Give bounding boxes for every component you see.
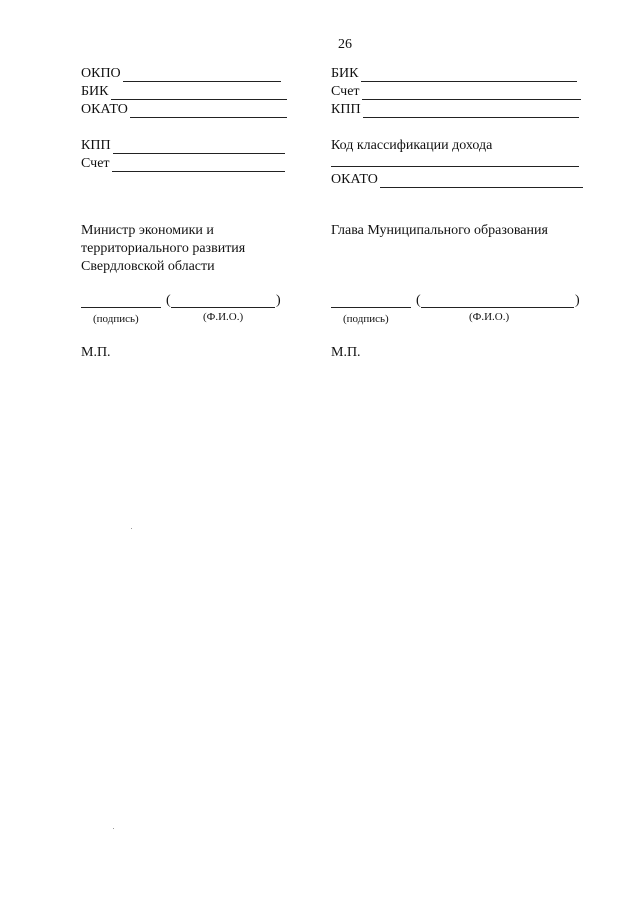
field-bik-right-line[interactable] [361, 69, 578, 82]
right-fio-open-paren: ( [416, 293, 421, 308]
field-kpp-left-label: КПП [81, 138, 111, 153]
scan-speck [131, 528, 132, 529]
left-signature-caption: (подпись) [93, 313, 139, 325]
field-bik-left [81, 84, 287, 100]
right-fio-close-paren: ) [575, 293, 580, 308]
left-signature-line[interactable] [81, 307, 161, 308]
field-account-left-label: Счет [81, 156, 110, 171]
field-okpo [81, 66, 281, 82]
field-bik-right [331, 66, 577, 82]
right-signature-line[interactable] [331, 307, 411, 308]
right-fio-line[interactable] [421, 307, 574, 308]
field-bik-left-label: БИК [81, 84, 109, 99]
left-signer-line-1: Министр экономики и [81, 223, 214, 238]
field-account-right-label: Счет [331, 84, 360, 99]
field-kpp-left [81, 138, 285, 154]
field-okato-left-label: ОКАТО [81, 102, 128, 117]
field-okato-right-line[interactable] [380, 175, 583, 188]
field-okpo-label: ОКПО [81, 66, 121, 81]
field-bik-left-line[interactable] [111, 87, 288, 100]
field-okato-right-label: ОКАТО [331, 172, 378, 187]
right-signer-title: Глава Муниципального образования [331, 223, 548, 238]
right-fio-caption: (Ф.И.О.) [469, 311, 510, 323]
field-okato-left-line[interactable] [130, 105, 287, 118]
field-account-left-line[interactable] [112, 159, 285, 172]
field-kpp-left-line[interactable] [113, 141, 285, 154]
right-signature-caption: (подпись) [343, 313, 389, 325]
field-account-right [331, 84, 581, 100]
left-fio-caption: (Ф.И.О.) [203, 311, 244, 323]
field-account-right-line[interactable] [362, 87, 581, 100]
income-code-line[interactable] [331, 166, 579, 167]
field-okato-left [81, 102, 287, 118]
left-stamp-label: М.П. [81, 345, 111, 360]
left-fio-close-paren: ) [276, 293, 281, 308]
field-okpo-line[interactable] [123, 69, 281, 82]
field-account-left [81, 156, 285, 172]
income-code-label: Код классификации дохода [331, 138, 493, 153]
field-kpp-right-line[interactable] [363, 105, 579, 118]
field-kpp-right-label: КПП [331, 102, 361, 117]
page-number: 26 [338, 37, 352, 52]
left-signer-line-3: Свердловской области [81, 259, 215, 274]
left-fio-line[interactable] [171, 307, 275, 308]
scan-speck [113, 828, 114, 829]
field-okato-right [331, 172, 583, 188]
left-fio-open-paren: ( [166, 293, 171, 308]
field-kpp-right [331, 102, 579, 118]
field-bik-right-label: БИК [331, 66, 359, 81]
right-stamp-label: М.П. [331, 345, 361, 360]
left-signer-line-2: территориального развития [81, 241, 246, 256]
